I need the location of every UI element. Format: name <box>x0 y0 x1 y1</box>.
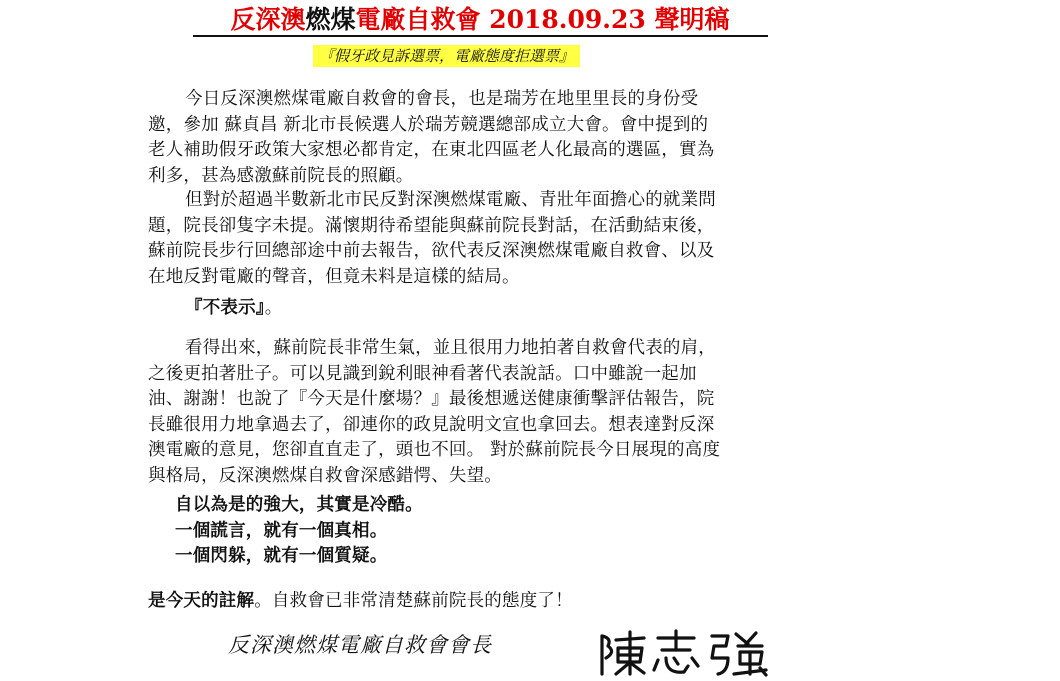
paragraph-6 <box>148 589 788 615</box>
title-part2: 燃煤 <box>305 5 356 34</box>
paragraph-5 <box>148 493 788 570</box>
paragraph-2 <box>148 188 788 290</box>
paragraph-line: 今日反深澳燃煤電廠自救會的會長，也是瑞芳在地里里長的身份受 <box>185 89 699 109</box>
statement-title <box>0 4 960 36</box>
annotation-rest: 。自救會已非常清楚蘇前院長的態度了！ <box>254 591 573 611</box>
paragraph-4 <box>148 336 788 489</box>
paragraph-line: 在地反對電廠的聲音，但竟未料是這樣的結局。 <box>148 266 520 287</box>
paragraph-line: 之後更拍著肚子。可以見識到銳利眼神看著代表說話。口中雖說一起加 <box>148 363 697 384</box>
paragraph-line: 利多，甚為感激蘇前院長的照顧。 <box>148 165 414 186</box>
paragraph-line: 但對於超過半數新北市民反對深澳燃煤電廠、青壯年面擔心的就業問 <box>185 190 716 210</box>
paragraph-line: 看得出來，蘇前院長非常生氣，並且很用力地拍著自救會代表的肩， <box>185 338 716 358</box>
paragraph-line: 蘇前院長步行回總部途中前去報告，欲代表反深澳燃煤電廠自救會、以及 <box>148 241 715 261</box>
emphasis-line: 一個謊言，就有一個真相。 <box>175 520 388 541</box>
annotation-bold: 是今天的註解 <box>148 591 255 611</box>
not-expressed-quote: 『不表示』 <box>185 298 265 318</box>
paragraph-line: 題，院長卻隻字未提。滿懷期待希望能與蘇前院長對話，在活動結束後， <box>148 215 715 236</box>
title-part3: 電廠自救會 2018.09.23 聲明稿 <box>355 5 730 34</box>
paragraph-3 <box>148 296 788 322</box>
handwritten-signature <box>596 628 776 678</box>
title-part1: 反深澳 <box>230 5 306 34</box>
paragraph-line <box>148 296 788 322</box>
emphasis-line: 一個閃躲，就有一個質疑。 <box>175 546 388 566</box>
paragraph-line: 老人補助假牙政策大家想必都肯定，在東北四區老人化最高的選區，實為 <box>148 140 715 160</box>
signature-title: 反深澳燃煤電廠自救會會長 <box>228 633 492 657</box>
paragraph-line: 澳電廠的意見，您卻直直走了，頭也不回。 對於蘇前院長今日展現的高度 <box>148 440 721 460</box>
paragraph-line: 長雖很用力地拿過去了，卻連你的政見說明文宣也拿回去。想表達對反深 <box>148 414 715 435</box>
paragraph-line: 與格局，反深澳燃煤自救會深感錯愕、失望。 <box>148 465 502 486</box>
paragraph-line: 邀，參加 蘇貞昌 新北市長候選人於瑞芳競選總部成立大會。會中提到的 <box>148 114 709 135</box>
title-underline <box>193 35 768 37</box>
paragraph-1 <box>148 87 788 189</box>
paragraph-line <box>148 589 788 615</box>
paragraph-line: 油、謝謝！也說了『今天是什麼場？』最後想遞送健康衝擊評估報告，院 <box>148 389 715 409</box>
quote-tail: 。 <box>264 298 283 318</box>
emphasis-line: 自以為是的強大，其實是冷酷。 <box>175 495 423 515</box>
statement-subtitle: 『假牙政見訴選票，電廠態度拒選票』 <box>313 45 580 67</box>
